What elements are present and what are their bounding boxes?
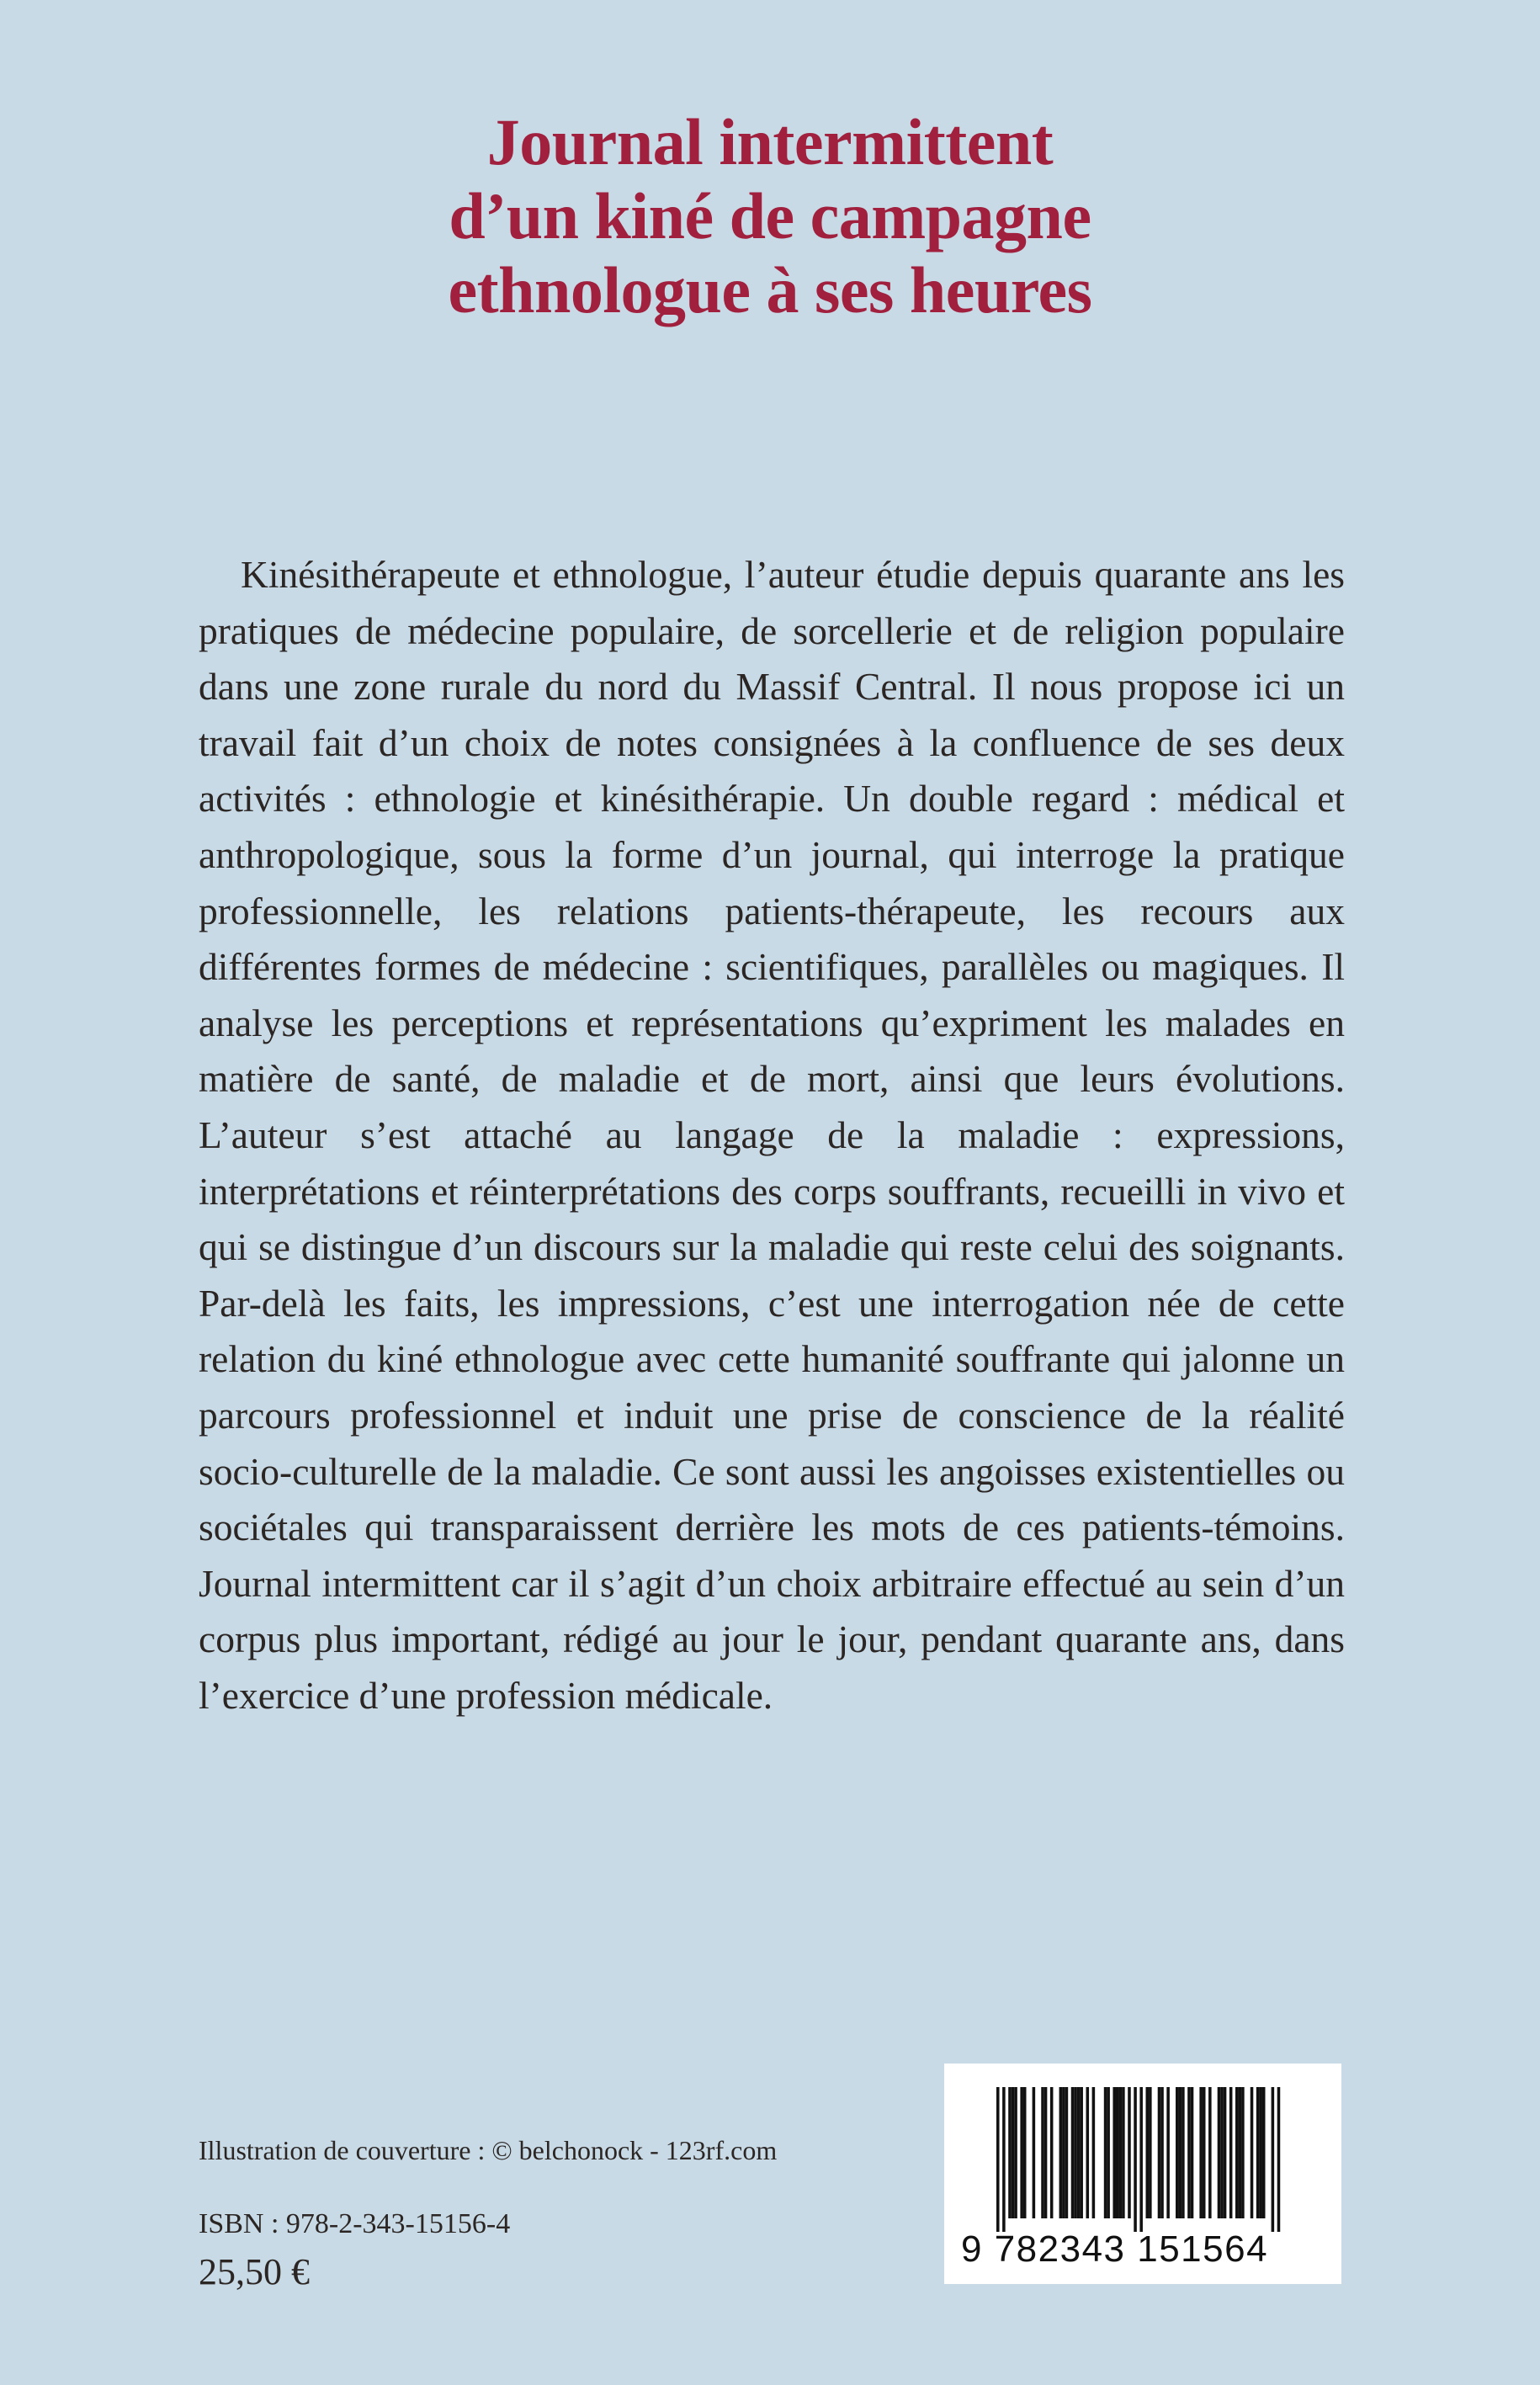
price-label: 25,50 €: [199, 2251, 310, 2292]
barcode-bar: [1191, 2087, 1194, 2218]
barcode-bar: [1092, 2087, 1096, 2218]
barcode-bar: [1033, 2087, 1036, 2218]
barcode-bar: [1122, 2087, 1125, 2218]
barcode-bar: [1116, 2087, 1119, 2218]
summary-paragraph: Kinésithérapeute et ethnologue, l’auteur étudie depuis quarante ans les pratiques de médecine populaire, de sorcellerie et de religion populaire dans une zone rurale du nord du Massif Central. Il nous propose ici un travail fait d’un choix de notes consignées à la confluence de ses deux activités : ethnologie et kinésithérapie. Un double regard : médical et anthropologique, sous la forme d’un journal, qui interroge la pratique professionnelle, les relations patients-thérapeute, les recours aux différentes formes de médecine : scientifiques, parallèles ou magiques. Il analyse les perceptions et représentations qu’expriment les malades en matière de santé, de maladie et de mort, ainsi que leurs évolutions. L’auteur s’est attaché au langage de la maladie : expressions, interprétations et réinterprétations des corps souffrants, recueilli in vivo et qui se distingue d’un discours sur la maladie qui reste celui des soignants. Par-delà les faits, les impressions, c’est une interrogation née de cette relation du kiné ethnologue avec cette humanité souffrante qui jalonne un parcours professionnel et induit une prise de conscience de la réalité socio-culturelle de la maladie. Ce sont aussi les angoisses existentielles ou sociétales qui transparaissent derrière les mots de ces patients-témoins. Journal intermittent car il s’agit d’un choix arbitraire effectué au sein d’un corpus plus important, rédigé au jour le jour, pendant quarante ans, dans l’exercice d’une profession médicale.: [199, 553, 1345, 1717]
barcode-bar: [1071, 2087, 1075, 2218]
barcode-bar: [1074, 2087, 1077, 2218]
barcode-bar: [1179, 2087, 1182, 2218]
barcode-bar: [1218, 2087, 1221, 2218]
barcode-panel: [944, 2064, 1341, 2284]
barcode-bar: [1008, 2087, 1012, 2218]
barcode-bar: [1014, 2087, 1017, 2218]
barcode-bar: [1149, 2087, 1152, 2218]
barcode-bar: [1119, 2087, 1123, 2218]
barcode-bar: [1187, 2087, 1191, 2218]
barcode-bar: [1113, 2087, 1116, 2218]
barcode-bar: [1107, 2087, 1110, 2218]
barcode-bar: [1160, 2087, 1164, 2218]
barcode-bar: [1220, 2087, 1224, 2218]
barcode-bar: [1077, 2087, 1081, 2218]
barcode-bar: [1020, 2087, 1023, 2218]
barcode-bar: [1023, 2087, 1027, 2218]
barcode-bar: [1080, 2087, 1083, 2218]
barcode-bar: [1239, 2087, 1242, 2218]
barcode-bar: [1086, 2087, 1090, 2218]
barcode-bar: [1012, 2087, 1015, 2218]
barcode-bar: [1041, 2087, 1044, 2218]
barcode-bar: [1146, 2087, 1150, 2218]
barcode-bar: [1277, 2087, 1281, 2232]
barcode-bar: [1059, 2087, 1063, 2218]
barcode-bar: [1182, 2087, 1185, 2218]
barcode-bar: [1208, 2087, 1212, 2218]
barcode-bar: [1062, 2087, 1065, 2218]
barcode-bar: [1272, 2087, 1275, 2232]
book-title: [0, 105, 1540, 327]
barcode-bar: [1235, 2087, 1239, 2218]
barcode-bar: [1134, 2087, 1137, 2232]
barcode-bar: [1065, 2087, 1069, 2218]
cover-illustration-credit: Illustration de couverture : © belchonock - 123rf.com: [199, 2135, 778, 2165]
barcode-bar: [1203, 2087, 1206, 2218]
title-line-3: ethnologue à ses heures: [448, 253, 1092, 327]
barcode-bar: [1241, 2087, 1245, 2218]
barcode-digits: 9 782343 151564: [961, 2228, 1269, 2270]
barcode-bar: [1002, 2087, 1006, 2232]
barcode-bar: [1139, 2087, 1143, 2232]
barcode-bar: [1262, 2087, 1266, 2218]
barcode-bar: [1128, 2087, 1131, 2218]
barcode-bar: [1104, 2087, 1107, 2218]
barcode-bar: [1044, 2087, 1048, 2218]
barcode-bar: [1199, 2087, 1203, 2218]
barcode-bar: [1158, 2087, 1161, 2218]
barcode-bar: [1256, 2087, 1260, 2218]
barcode-bar: [996, 2087, 1000, 2232]
barcode-bar: [1224, 2087, 1227, 2218]
title-line-1: Journal intermittent: [486, 105, 1054, 178]
barcode-bar: [1176, 2087, 1179, 2218]
barcode-bar: [1251, 2087, 1254, 2218]
barcode-bar: [1229, 2087, 1233, 2218]
barcode-bar: [1050, 2087, 1054, 2218]
isbn-number: ISBN : 978-2-343-15156-4: [199, 2208, 511, 2239]
summary-text-block: [199, 547, 1345, 1724]
barcode-bar: [1259, 2087, 1262, 2218]
barcode-bar: [1166, 2087, 1170, 2218]
title-line-2: d’un kiné de campagne: [449, 179, 1091, 252]
